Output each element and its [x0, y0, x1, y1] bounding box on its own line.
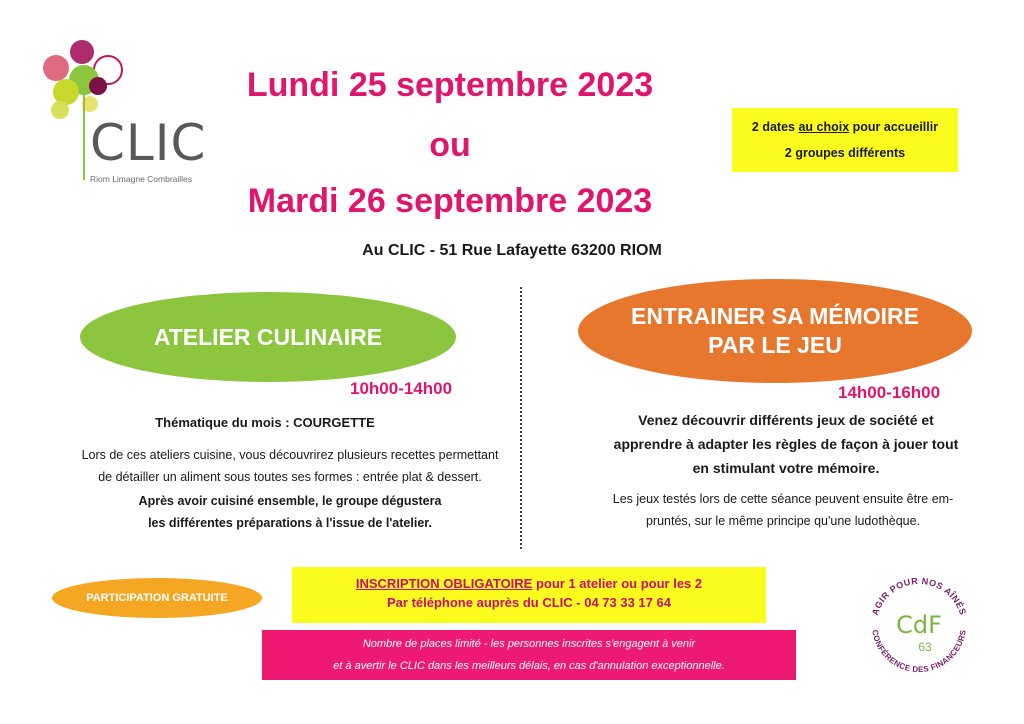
memory-workshop-intro — [586, 408, 986, 480]
registration-box — [292, 567, 766, 623]
culinary-desc-line-2: de détailler un aliment sous toutes ses formes : entrée plat & dessert. — [98, 470, 482, 484]
choice-text-after: pour accueillir — [849, 120, 939, 134]
culinary-workshop-title: ATELIER CULINAIRE — [153, 323, 383, 350]
memory-workshop-time: 14h00-16h00 — [834, 382, 944, 404]
culinary-workshop-time: 10h00-14h00 — [346, 378, 456, 400]
choice-line-1 — [732, 114, 958, 140]
choice-line-2: 2 groupes différents — [784, 146, 906, 160]
memory-desc-line-2: pruntés, sur le même principe qu'une ludothèque. — [645, 514, 921, 528]
memory-bold-line-3: en stimulant votre mémoire. — [692, 460, 880, 476]
clic-logo-subtitle: Riom Limagne Combrailles — [90, 174, 193, 184]
culinary-workshop-badge — [80, 292, 456, 382]
culinary-bold-line-1: Après avoir cuisiné ensemble, le groupe dégustera — [138, 494, 442, 508]
cdf-mark: CdF — [896, 611, 942, 639]
culinary-description — [70, 444, 510, 488]
address: Au CLIC - 51 Rue Lafayette 63200 RIOM — [362, 242, 662, 259]
culinary-bold-line-2: les différentes préparations à l'issue de l'atelier. — [148, 516, 432, 530]
culinary-theme: Thématique du mois : COURGETTE — [155, 415, 375, 430]
choice-text-before: 2 dates — [751, 120, 799, 134]
free-participation-text: PARTICIPATION GRATUITE — [86, 592, 228, 604]
cdf-number: 63 — [918, 640, 932, 654]
memory-workshop-title-line-2: PAR LE JEU — [708, 332, 842, 358]
limited-places-line-2: et à avertir le CLIC dans les meilleurs délais, en cas d'annulation exceptionnelle. — [333, 660, 725, 672]
memory-bold-line-1: Venez découvrir différents jeux de société et — [638, 412, 934, 428]
registration-mandatory: INSCRIPTION OBLIGATOIRE — [355, 576, 533, 591]
registration-line-1 — [292, 574, 766, 593]
registration-phone: Par téléphone auprès du CLIC - 04 73 33 17 64 — [387, 595, 671, 610]
cdf63-logo — [860, 565, 978, 683]
culinary-tasting-note — [70, 490, 510, 534]
memory-workshop-description — [590, 488, 976, 532]
date-second: Mardi 26 septembre 2023 — [247, 182, 653, 220]
memory-workshop-badge — [578, 279, 972, 383]
choice-text-underlined: au choix — [798, 120, 850, 134]
cdf-top-arc-text: AGIR POUR NOS AÎNÉS — [869, 575, 969, 617]
culinary-desc-line-1: Lors de ces ateliers cuisine, vous découvrirez plusieurs recettes permettant — [81, 448, 499, 462]
registration-scope: pour 1 atelier ou pour les 2 — [532, 576, 703, 591]
choice-info-box — [732, 108, 958, 172]
cdf-bottom-arc-text: CONFÉRENCE DES FINANCEURS — [870, 629, 968, 675]
limited-places-notice — [262, 630, 796, 680]
memory-workshop-title-line-1: ENTRAINER SA MÉMOIRE — [631, 303, 919, 330]
clic-logo-text: CLIC — [90, 114, 207, 172]
free-participation-badge — [52, 578, 262, 618]
limited-places-line-1: Nombre de places limité - les personnes inscrites s'engagent à venir — [362, 638, 696, 650]
column-divider — [520, 287, 522, 549]
memory-bold-line-2: apprendre à adapter les règles de façon à jouer tout — [613, 436, 959, 452]
date-first: Lundi 25 septembre 2023 — [246, 66, 654, 104]
date-or: ou — [429, 126, 471, 164]
memory-desc-line-1: Les jeux testés lors de cette séance peuvent ensuite être em- — [612, 492, 954, 506]
